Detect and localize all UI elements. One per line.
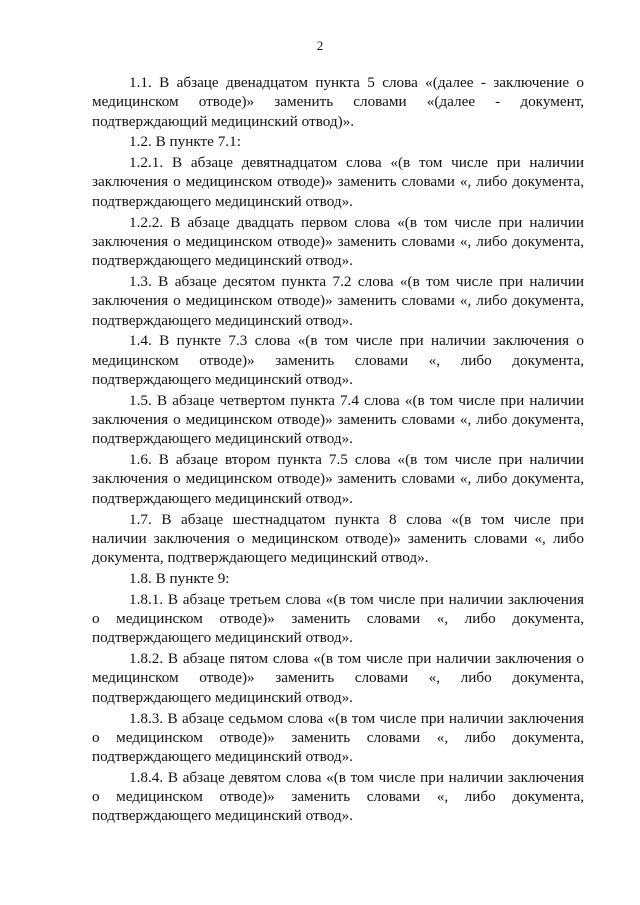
page-number: 2: [316, 38, 324, 53]
document-body: [92, 73, 584, 827]
paragraph-1-2-1: 1.2.1. В абзаце девятнадцатом слова «(в том числе при наличии заключения о медицинском отводе)» заменить словами «, либо документа, подтверждающего медицинский отвод».: [92, 154, 584, 210]
paragraph-1-1: 1.1. В абзаце двенадцатом пункта 5 слова «(далее - заключение о медицинском отводе)» заменить словами «(далее - документ, подтверждающий медицинский отвод)».: [92, 74, 584, 130]
paragraph-1-2: 1.2. В пункте 7.1:: [129, 133, 241, 151]
paragraph-1-8: 1.8. В пункте 9:: [129, 569, 230, 587]
paragraph-1-7: 1.7. В абзаце шестнадцатом пункта 8 слова «(в том числе при наличии заключения о медицинском отводе)» заменить словами «, либо документа, подтверждающего медицинский отвод».: [92, 510, 584, 567]
paragraph-1-4: 1.4. В пункте 7.3 слова «(в том числе при наличии заключения о медицинском отводе)» заменить словами «, либо документа, подтверждающего медицинский отвод».: [92, 332, 584, 388]
paragraph-1-5: 1.5. В абзаце четвертом пункта 7.4 слова «(в том числе при наличии заключения о медицинском отводе)» заменить словами «, либо документа, подтверждающего медицинский отвод».: [92, 391, 584, 448]
paragraph-1-8-4: 1.8.4. В абзаце девятом слова «(в том числе при наличии заключения о медицинском отводе)» заменить словами «, либо документа, подтверждающего медицинский отвод».: [92, 768, 584, 825]
paragraph-1-8-3: 1.8.3. В абзаце седьмом слова «(в том числе при наличии заключения о медицинском отводе)» заменить словами «, либо документа, подтверждающего медицинский отвод».: [92, 709, 584, 766]
paragraph-1-8-1: 1.8.1. В абзаце третьем слова «(в том числе при наличии заключения о медицинском отводе)» заменить словами «, либо документа, подтверждающего медицинский отвод».: [92, 590, 584, 647]
paragraph-1-2-2: 1.2.2. В абзаце двадцать первом слова «(в том числе при наличии заключения о медицинском отводе)» заменить словами «, либо документа, подтверждающего медицинский отвод».: [92, 213, 584, 270]
paragraph-1-8-2: 1.8.2. В абзаце пятом слова «(в том числе при наличии заключения о медицинском отводе)» заменить словами «, либо документа, подтверждающего медицинский отвод».: [92, 650, 584, 706]
paragraph-1-3: 1.3. В абзаце десятом пункта 7.2 слова «(в том числе при наличии заключения о медицинском отводе)» заменить словами «, либо документа, подтверждающего медицинский отвод».: [92, 272, 584, 329]
paragraph-1-6: 1.6. В абзаце втором пункта 7.5 слова «(в том числе при наличии заключения о медицинском отводе)» заменить словами «, либо документа, подтверждающего медицинский отвод».: [92, 451, 584, 507]
